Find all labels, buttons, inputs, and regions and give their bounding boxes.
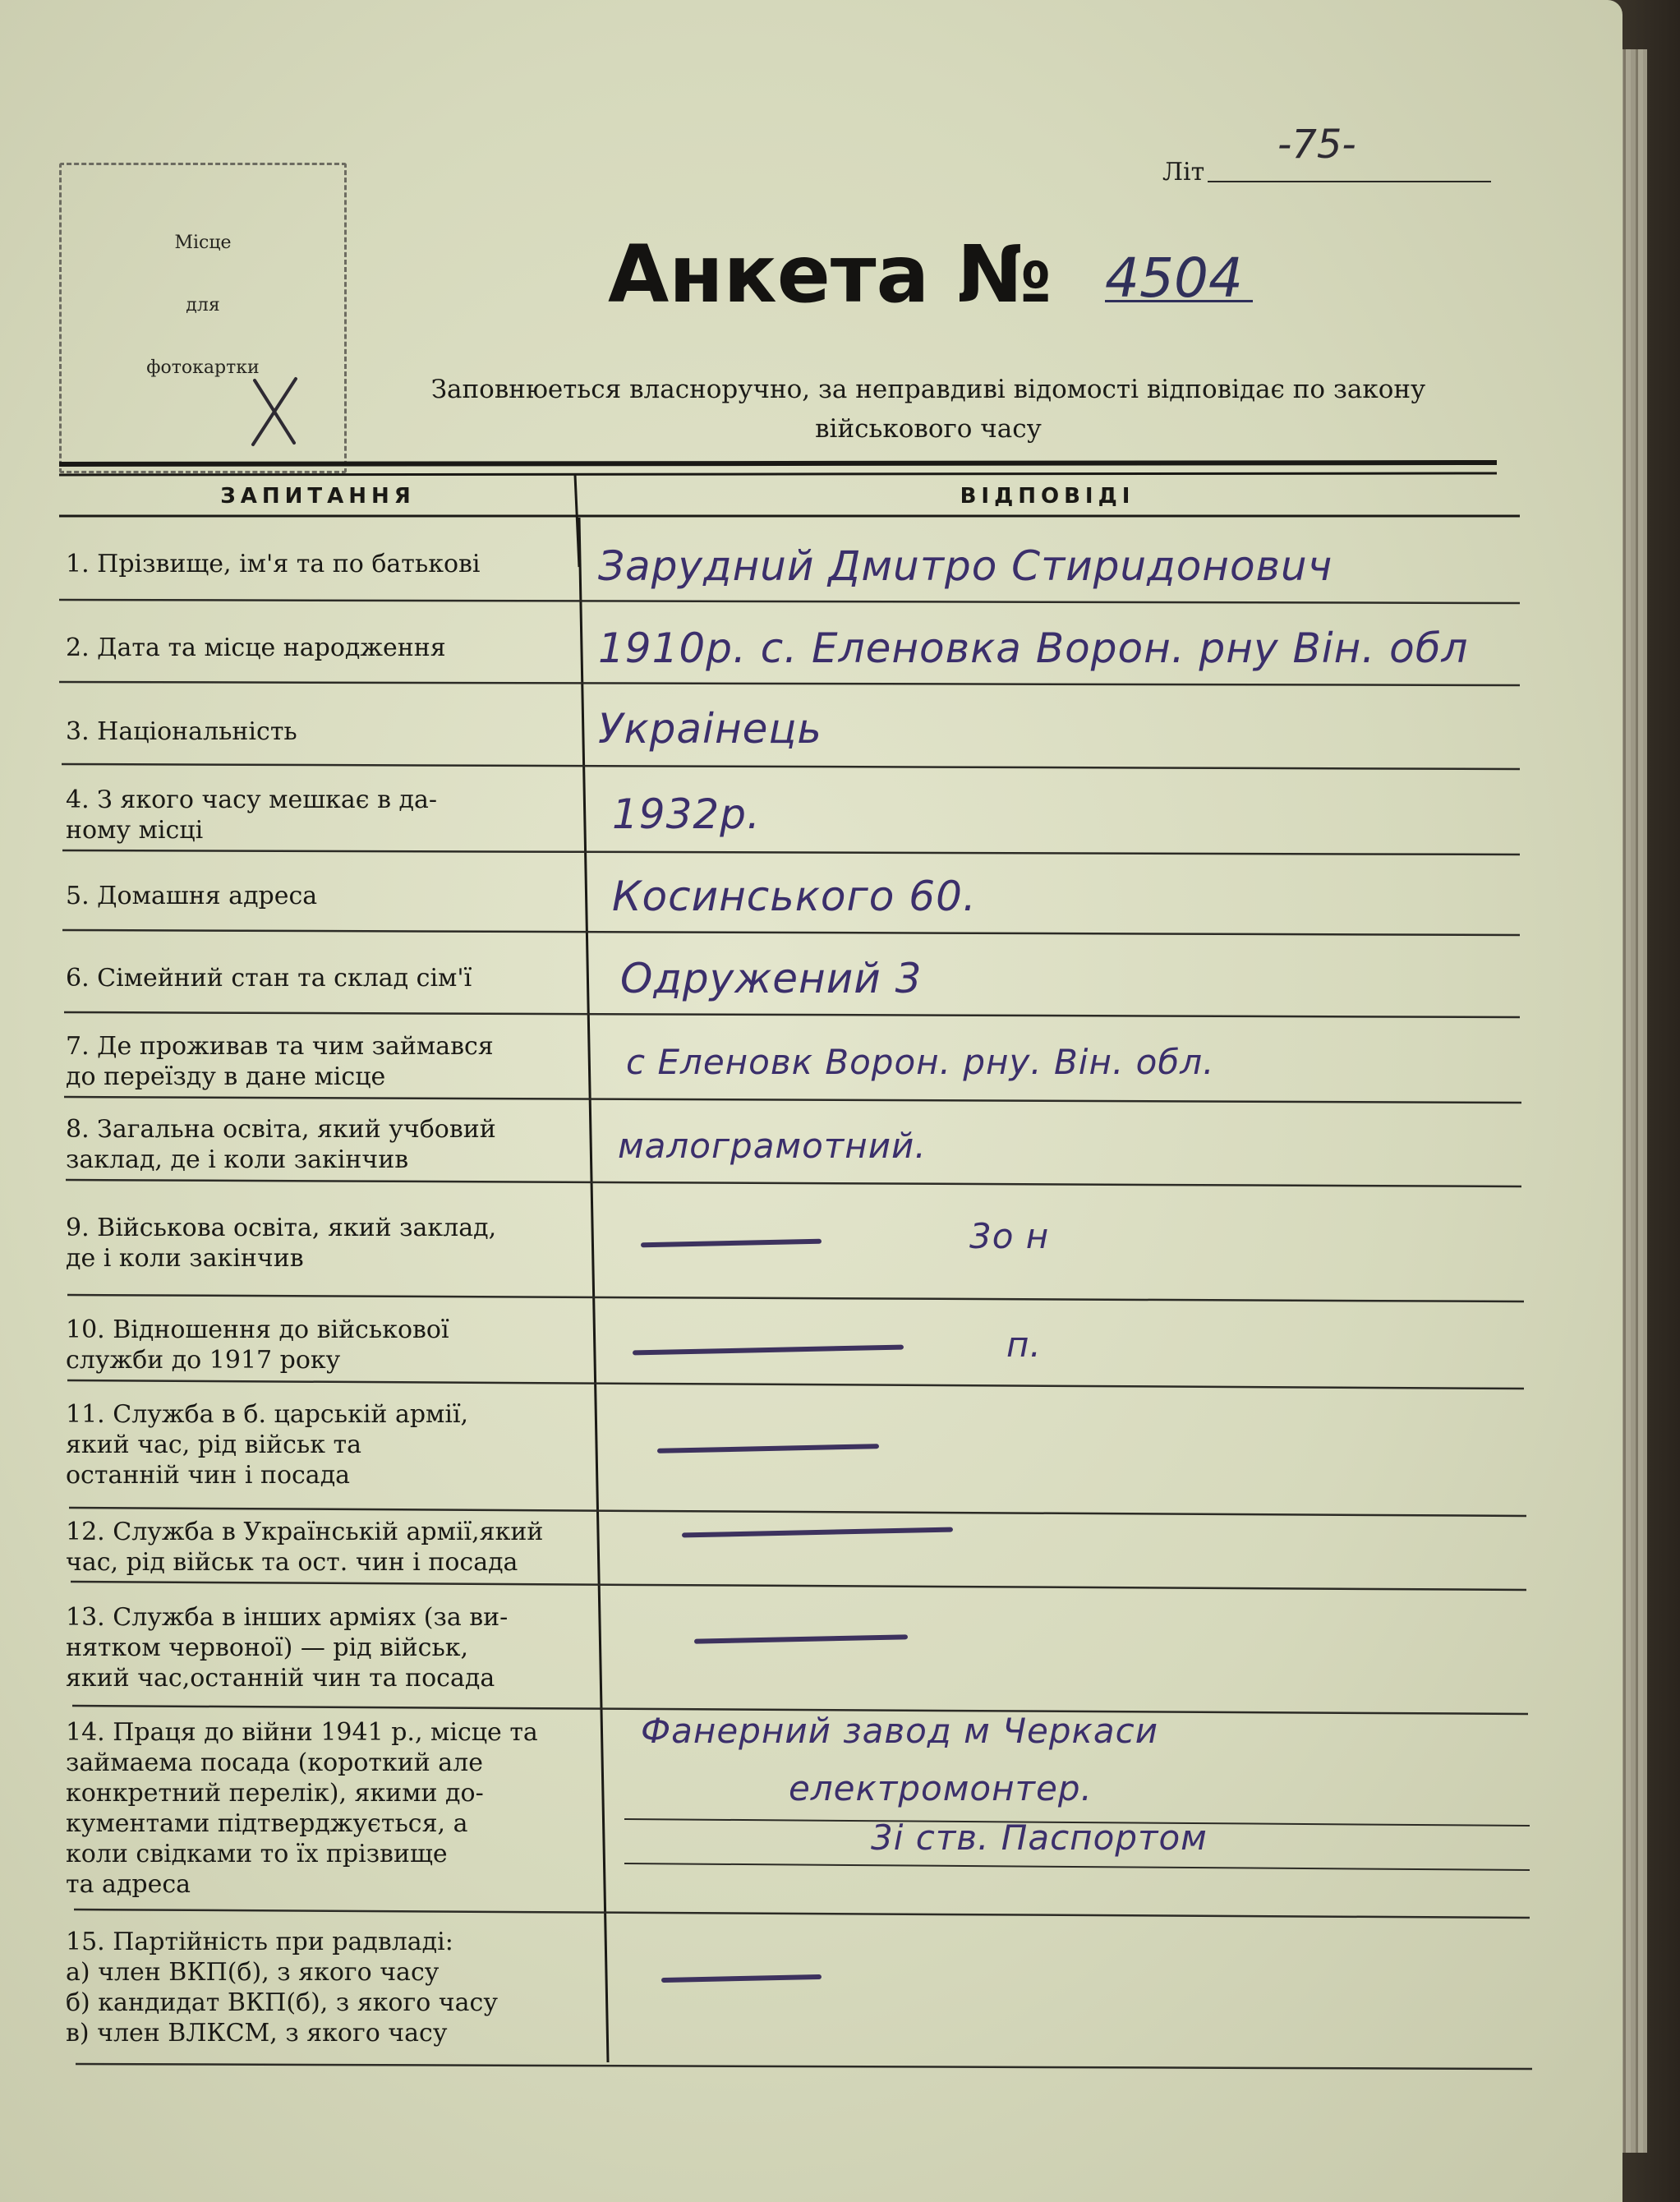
leaf-number-handwritten: -75- — [1277, 122, 1356, 168]
question-9: 9. Військова освіта, який заклад, де і коли закінчив — [66, 1214, 497, 1273]
answer-1-full-name: Заруднuй Дмuтро Стирuдоновuч — [598, 542, 1333, 590]
question-6: 6. Сімейний стан та склад сім'ї — [66, 964, 472, 993]
answer-3-nationality: Украінець — [598, 705, 822, 753]
leaf-label: Літ — [1162, 158, 1205, 187]
question-1: 1. Прізвище, ім'я та по батькові — [66, 550, 481, 578]
answer-14-line3: 3і ств. Паспортом — [871, 1817, 1208, 1858]
answer-2-birth: 1910р. с. Еленовка Ворон. рну Він. обл — [598, 624, 1469, 672]
photo-label-line1: Місце — [174, 233, 232, 253]
answer-5-address: Косинського 60. — [612, 873, 977, 920]
answer-14-line2: електромонтер. — [789, 1768, 1093, 1808]
form-title: Анкета № — [608, 228, 1052, 320]
question-3: 3. Національність — [66, 717, 297, 746]
question-7: 7. Де проживав та чим займався до переїзду в дане місце — [66, 1032, 494, 1091]
question-5: 5. Домашня адреса — [66, 882, 318, 910]
question-10: 10. Відношення до військової служби до 1917 року — [66, 1315, 449, 1375]
question-4: 4. З якого часу мешкає в да- ному місці — [66, 785, 438, 845]
question-13: 13. Служба в інших арміях (за ви- нятком червоної) — рід військ, який час,останній чин та посада — [66, 1603, 509, 1693]
question-14: 14. Праця до війни 1941 р., місце та займаема посада (короткий але конкретний перелік), якими до- кументами підтверджується, а коли свідками то їх прізвище та адреса — [66, 1718, 538, 1899]
question-12: 12. Служба в Українській армії,який час, рід військ та ост. чин і посада — [66, 1518, 544, 1577]
answer-8-education: малограмотний. — [618, 1126, 927, 1166]
question-11: 11. Служба в б. царській армії, який час, рід військ та останній чин і посада — [66, 1400, 469, 1490]
answer-9-note: 3о н — [969, 1216, 1050, 1256]
answer-14-line1: Фанерний завод м Черкаси — [641, 1711, 1158, 1751]
fill-instruction: Заповнюеться власноручно, за неправдиві відомості відповідає по закону військового часу — [430, 375, 1426, 444]
answer-7-previous: с Еленовк Ворон. рну. Він. обл. — [626, 1042, 1215, 1082]
answer-10-note: п. — [1006, 1324, 1042, 1365]
question-15: 15. Партійність при радвладі: а) член ВКП(б), з якого часу б) кандидат ВКП(б), з якого часу в) член ВЛКСМ, з якого часу — [66, 1928, 498, 2048]
photo-label-line2: для — [186, 295, 220, 316]
question-8: 8. Загальна освіта, який учбовий заклад, де і коли закінчив — [66, 1115, 496, 1174]
answer-4-since: 1932р. — [612, 790, 761, 838]
answer-6-family: Одружений 3 — [620, 955, 923, 1002]
question-2: 2. Дата та місце народження — [66, 633, 446, 662]
form-number-handwritten: 4504 — [1105, 246, 1243, 310]
photo-label-line3: фотокартки — [146, 357, 260, 378]
answers-column-header: ВІДПОВІДІ — [960, 484, 1135, 509]
questions-column-header: ЗАПИТАННЯ — [220, 484, 416, 509]
